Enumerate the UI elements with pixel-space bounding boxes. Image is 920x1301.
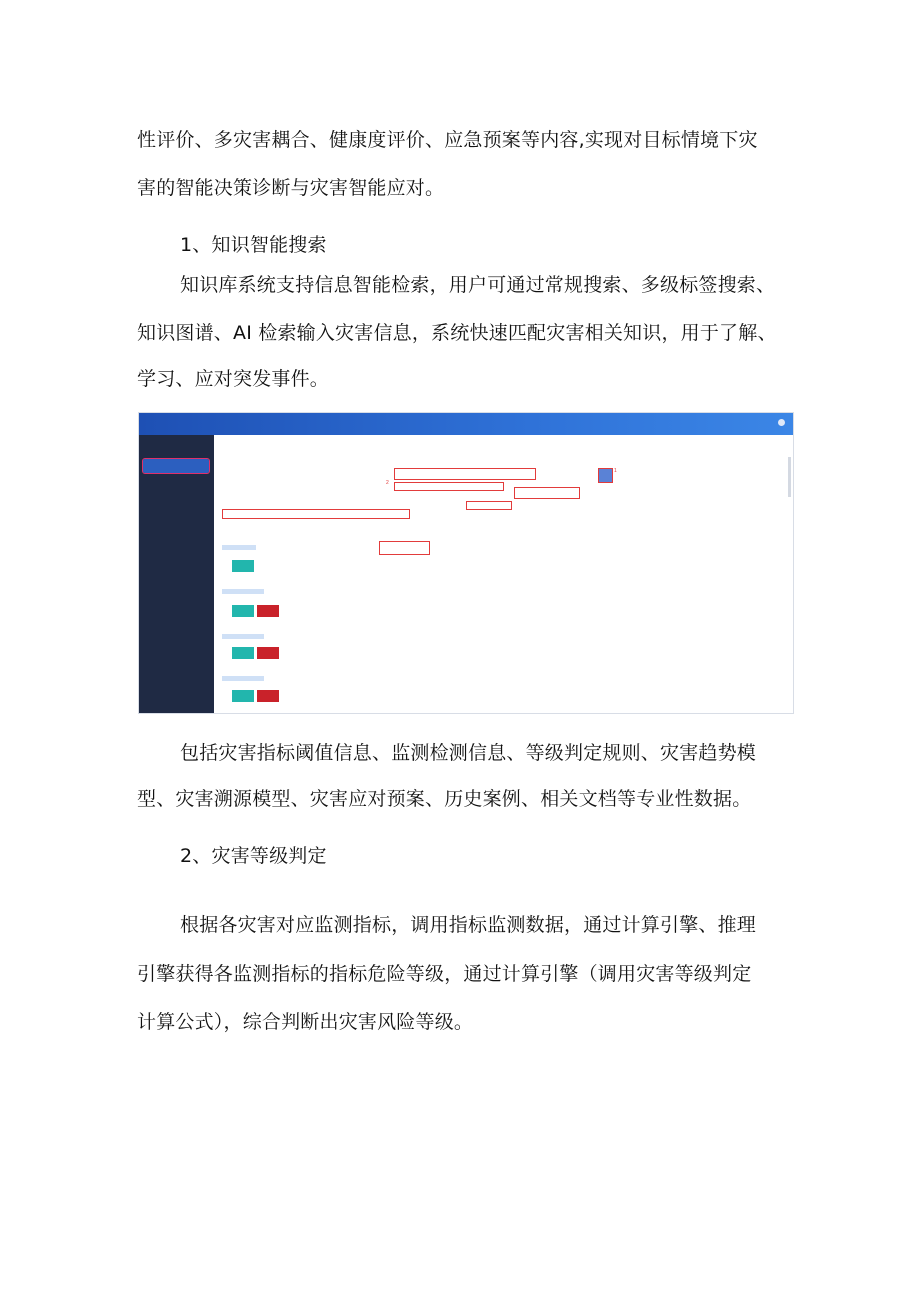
delete-button	[257, 647, 279, 659]
annotation-marker-1: 1	[614, 468, 617, 474]
avatar	[778, 419, 785, 426]
annotation-note	[514, 487, 580, 499]
annotation-note	[466, 501, 512, 510]
sidebar-item	[143, 497, 209, 511]
result-item	[222, 589, 382, 594]
sidebar-item	[143, 515, 209, 529]
app-header	[139, 413, 793, 435]
paragraph-line: 学习、应对突发事件。	[137, 368, 330, 390]
sidebar	[139, 435, 214, 713]
result-item	[222, 676, 382, 681]
sidebar-item	[143, 479, 209, 493]
paragraph-line: 性评价、多灾害耦合、健康度评价、应急预案等内容,实现对目标情境下灾	[137, 129, 758, 151]
search-input	[394, 468, 536, 480]
knowledge-search-screenshot	[138, 412, 794, 714]
sidebar-item-active	[143, 459, 209, 473]
scrollbar	[788, 457, 791, 497]
section-heading-disaster-grading: 2、灾害等级判定	[180, 845, 327, 867]
view-button	[232, 605, 254, 617]
section-heading-knowledge-search: 1、知识智能搜索	[180, 234, 327, 256]
view-button	[232, 690, 254, 702]
view-button	[232, 647, 254, 659]
result-title	[222, 676, 264, 681]
result-title	[222, 545, 256, 550]
result-item	[222, 634, 382, 639]
paragraph-line: 知识图谱、AI 检索输入灾害信息，系统快速匹配灾害相关知识，用于了解、	[137, 322, 777, 344]
filter-tabs	[222, 509, 410, 519]
search-hint-box	[394, 482, 504, 491]
paragraph-line: 引擎获得各监测指标的指标危险等级，通过计算引擎（调用灾害等级判定	[137, 963, 752, 985]
paragraph-line: 计算公式），综合判断出灾害风险等级。	[137, 1011, 474, 1033]
paragraph-line: 型、灾害溯源模型、灾害应对预案、历史案例、相关文档等专业性数据。	[137, 788, 752, 810]
result-title	[222, 634, 264, 639]
paragraph-line: 知识库系统支持信息智能检索，用户可通过常规搜索、多级标签搜索、	[180, 274, 776, 296]
result-item	[222, 545, 382, 550]
annotation-marker-2: 2	[386, 480, 389, 486]
delete-button	[257, 690, 279, 702]
search-button	[598, 468, 613, 483]
result-title	[222, 589, 264, 594]
user-menu	[778, 419, 787, 426]
main-panel	[214, 435, 793, 713]
view-button	[232, 560, 254, 572]
delete-button	[257, 605, 279, 617]
sidebar-item	[143, 441, 209, 455]
paragraph-line: 包括灾害指标阈值信息、监测检测信息、等级判定规则、灾害趋势模	[180, 742, 757, 764]
paragraph-line: 根据各灾害对应监测指标，调用指标监测数据，通过计算引擎、推理	[180, 914, 757, 936]
paragraph-line: 害的智能决策诊断与灾害智能应对。	[137, 177, 445, 199]
annotation-note	[379, 541, 430, 555]
